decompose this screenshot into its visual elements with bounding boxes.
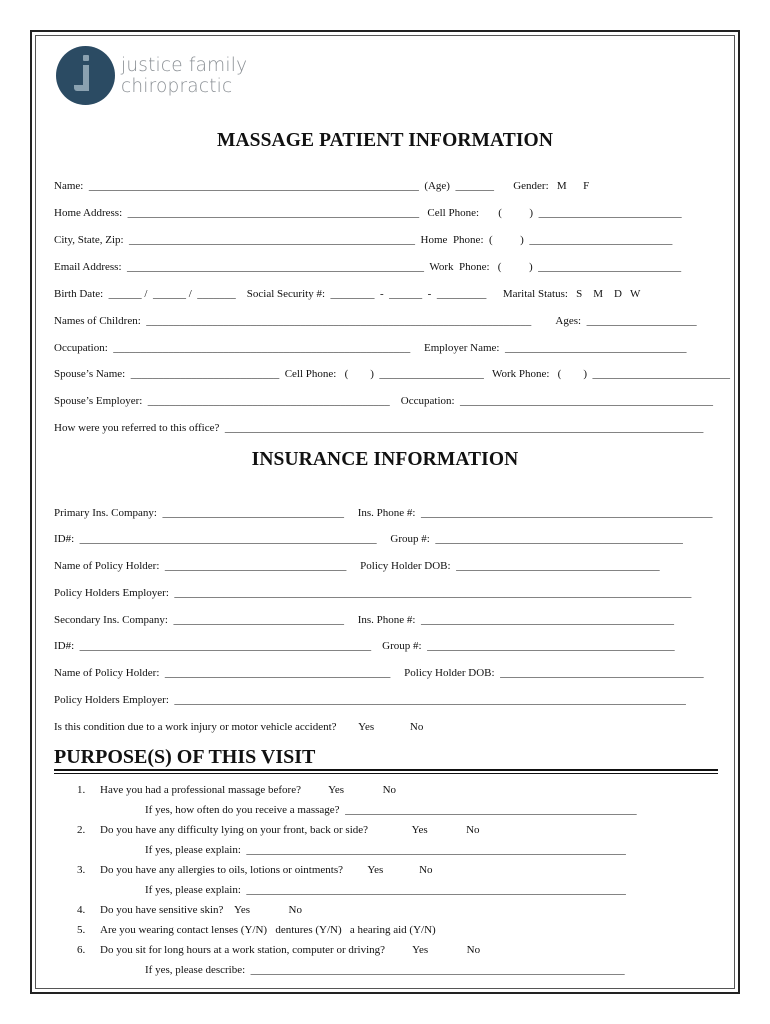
form-line-secondary-id[interactable]: ID#: _____________________________________________________ Group #: _____________________________________________ bbox=[54, 640, 675, 652]
question-lying-explain[interactable]: If yes, please explain: _____________________________________________________________________ bbox=[145, 844, 626, 856]
logo-line-2: chiropractic bbox=[121, 75, 233, 97]
question-long-sitting-describe[interactable]: If yes, please describe: ____________________________________________________________________ bbox=[145, 964, 625, 976]
form-line-home-address[interactable]: Home Address: _____________________________________________________ Cell Phone: ( ) __________________________ bbox=[54, 207, 682, 219]
question-allergies-explain[interactable]: If yes, please explain: _____________________________________________________________________ bbox=[145, 884, 626, 896]
logo-j-icon bbox=[56, 46, 115, 105]
form-line-secondary-ins[interactable]: Secondary Ins. Company: _______________________________ Ins. Phone #: ______________________________________________ bbox=[54, 614, 674, 626]
form-line-work-injury[interactable]: Is this condition due to a work injury or motor vehicle accident? Yes No bbox=[54, 721, 424, 733]
question-number: 3. bbox=[77, 864, 86, 876]
question-number: 4. bbox=[77, 904, 86, 916]
question-sensitive-skin[interactable]: Do you have sensitive skin? Yes No bbox=[100, 904, 302, 916]
section-rule-thin bbox=[54, 773, 718, 774]
form-line-primary-holder[interactable]: Name of Policy Holder: _________________________________ Policy Holder DOB: _____________________________________ bbox=[54, 560, 660, 572]
form-line-birth-date[interactable]: Birth Date: ______ / ______ / _______ Social Security #: ________ - ______ - _________ Marital Status: S M D W bbox=[54, 288, 641, 300]
question-long-sitting[interactable]: Do you sit for long hours at a work station, computer or driving? Yes No bbox=[100, 944, 481, 956]
form-line-email[interactable]: Email Address: ______________________________________________________ Work Phone: ( ) __________________________ bbox=[54, 261, 682, 273]
form-line-referral[interactable]: How were you referred to this office? _______________________________________________________________________________________ bbox=[54, 422, 704, 434]
form-line-city-state-zip[interactable]: City, State, Zip: ____________________________________________________ Home Phone: ( ) __________________________ bbox=[54, 234, 673, 246]
question-number: 5. bbox=[77, 924, 86, 936]
form-line-children[interactable]: Names of Children: ______________________________________________________________________ Ages: ____________________ bbox=[54, 315, 697, 327]
question-number: 6. bbox=[77, 944, 86, 956]
logo bbox=[56, 46, 247, 105]
form-line-spouse-employer[interactable]: Spouse’s Employer: ____________________________________________ Occupation: ______________________________________________ bbox=[54, 395, 714, 407]
form-line-primary-ins[interactable]: Primary Ins. Company: _________________________________ Ins. Phone #: _____________________________________________________ bbox=[54, 507, 713, 519]
question-allergies[interactable]: Do you have any allergies to oils, lotions or ointments? Yes No bbox=[100, 864, 433, 876]
logo-line-1: justice family bbox=[121, 54, 248, 76]
question-number: 1. bbox=[77, 784, 86, 796]
patient-info-title: MASSAGE PATIENT INFORMATION bbox=[216, 130, 554, 151]
form-line-occupation[interactable]: Occupation: ______________________________________________________ Employer Name: _________________________________ bbox=[54, 342, 687, 354]
question-number: 2. bbox=[77, 824, 86, 836]
question-lying-difficulty[interactable]: Do you have any difficulty lying on your front, back or side? Yes No bbox=[100, 824, 480, 836]
form-line-spouse-name[interactable]: Spouse’s Name: ___________________________ Cell Phone: ( ) ___________________ Work Phone: ( ) _________________________ bbox=[54, 368, 731, 380]
logo-wordmark bbox=[121, 55, 247, 97]
purpose-title: PURPOSE(S) OF THIS VISIT bbox=[54, 746, 316, 768]
form-line-primary-id[interactable]: ID#: ______________________________________________________ Group #: _____________________________________________ bbox=[54, 533, 683, 545]
form-line-primary-employer[interactable]: Policy Holders Employer: ______________________________________________________________________________________________ bbox=[54, 587, 692, 599]
form-line-secondary-holder[interactable]: Name of Policy Holder: _________________________________________ Policy Holder DOB: _____________________________________ bbox=[54, 667, 704, 679]
section-rule bbox=[54, 769, 718, 771]
insurance-info-title: INSURANCE INFORMATION bbox=[251, 449, 519, 470]
form-line-secondary-employer[interactable]: Policy Holders Employer: _____________________________________________________________________________________________ bbox=[54, 694, 686, 706]
question-contacts-dentures[interactable]: Are you wearing contact lenses (Y/N) dentures (Y/N) a hearing aid (Y/N) bbox=[100, 924, 436, 936]
question-massage-before[interactable]: Have you had a professional massage before? Yes No bbox=[100, 784, 397, 796]
form-line-name[interactable]: Name: ____________________________________________________________ (Age) _______ Gender: M F bbox=[54, 180, 590, 192]
question-massage-frequency[interactable]: If yes, how often do you receive a massage? _____________________________________________________ bbox=[145, 804, 637, 816]
